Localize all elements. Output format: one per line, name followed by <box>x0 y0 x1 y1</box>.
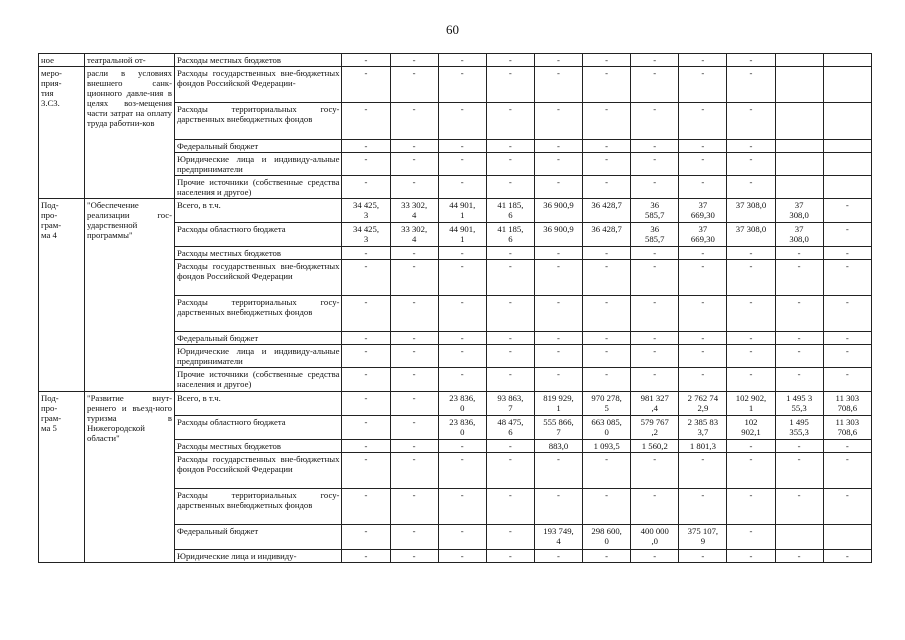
value-cell: - <box>583 296 631 332</box>
value-cell: - <box>727 440 775 453</box>
funding-source-cell: Расходы местных бюджетов <box>175 247 342 260</box>
funding-source-cell: Расходы областного бюджета <box>175 416 342 440</box>
section-code-cell: ное <box>39 54 85 67</box>
value-cell: - <box>390 67 438 103</box>
value-cell: - <box>823 247 871 260</box>
value-cell: - <box>583 103 631 140</box>
value-cell: - <box>823 453 871 489</box>
value-cell: - <box>534 332 582 345</box>
table-row <box>39 54 872 67</box>
value-cell: - <box>583 153 631 176</box>
value-cell: - <box>486 550 534 563</box>
value-cell: - <box>679 54 727 67</box>
value-cell: - <box>534 260 582 296</box>
value-cell: - <box>679 368 727 392</box>
funding-source-cell: Всего, в т.ч. <box>175 199 342 223</box>
value-cell: 1 495 355,3 <box>775 416 823 440</box>
value-cell: - <box>534 453 582 489</box>
value-cell: - <box>438 247 486 260</box>
value-cell: - <box>390 54 438 67</box>
value-cell: - <box>727 54 775 67</box>
value-cell: - <box>631 247 679 260</box>
value-cell: - <box>390 368 438 392</box>
value-cell: - <box>679 103 727 140</box>
value-cell: - <box>438 550 486 563</box>
value-cell: - <box>486 176 534 199</box>
value-cell: - <box>583 54 631 67</box>
value-cell: - <box>775 260 823 296</box>
value-cell: - <box>679 153 727 176</box>
value-cell <box>775 54 823 67</box>
value-cell: - <box>342 103 390 140</box>
value-cell <box>775 153 823 176</box>
value-cell: 41 185, 6 <box>486 199 534 223</box>
value-cell: - <box>631 345 679 368</box>
value-cell: - <box>486 67 534 103</box>
value-cell: - <box>583 550 631 563</box>
funding-source-cell: Юридические лица и индивиду- <box>175 550 342 563</box>
value-cell: - <box>823 223 871 247</box>
value-cell: - <box>342 176 390 199</box>
value-cell: 36 428,7 <box>583 223 631 247</box>
value-cell: 36 585,7 <box>631 199 679 223</box>
value-cell: - <box>390 525 438 550</box>
funding-source-cell: Расходы территориальных госу-дарственных внебюджетных фондов <box>175 489 342 525</box>
value-cell: - <box>583 67 631 103</box>
funding-source-cell: Юридические лица и индивиду-альные предприниматели <box>175 153 342 176</box>
value-cell: - <box>583 332 631 345</box>
value-cell: - <box>438 260 486 296</box>
value-cell: - <box>438 440 486 453</box>
value-cell: - <box>438 345 486 368</box>
funding-source-cell: Федеральный бюджет <box>175 525 342 550</box>
funding-source-cell: Расходы государственных вне-бюджетных фондов Российской Федерации <box>175 260 342 296</box>
value-cell: - <box>583 247 631 260</box>
value-cell: 579 767 ,2 <box>631 416 679 440</box>
value-cell: - <box>679 260 727 296</box>
value-cell: - <box>534 54 582 67</box>
value-cell: - <box>631 296 679 332</box>
value-cell: - <box>486 260 534 296</box>
funding-source-cell: Расходы местных бюджетов <box>175 54 342 67</box>
value-cell: - <box>583 368 631 392</box>
value-cell: - <box>775 296 823 332</box>
value-cell: 37 669,30 <box>679 199 727 223</box>
value-cell: - <box>486 140 534 153</box>
value-cell: - <box>486 153 534 176</box>
value-cell: 33 302, 4 <box>390 199 438 223</box>
value-cell: - <box>775 368 823 392</box>
value-cell: - <box>390 550 438 563</box>
value-cell: - <box>775 550 823 563</box>
value-cell: 2 385 83 3,7 <box>679 416 727 440</box>
value-cell: 1 560,2 <box>631 440 679 453</box>
value-cell: 37 669,30 <box>679 223 727 247</box>
value-cell: - <box>486 368 534 392</box>
value-cell: - <box>631 54 679 67</box>
value-cell: - <box>775 247 823 260</box>
value-cell: - <box>583 140 631 153</box>
value-cell: - <box>390 103 438 140</box>
page-number: 60 <box>446 22 459 37</box>
value-cell: 34 425, 3 <box>342 223 390 247</box>
value-cell: - <box>727 489 775 525</box>
value-cell: - <box>438 140 486 153</box>
value-cell: - <box>342 140 390 153</box>
value-cell: - <box>727 525 775 550</box>
funding-source-cell: Юридические лица и индивиду-альные предприниматели <box>175 345 342 368</box>
value-cell: - <box>438 453 486 489</box>
value-cell: - <box>727 247 775 260</box>
value-cell: - <box>534 103 582 140</box>
value-cell: - <box>679 550 727 563</box>
value-cell <box>823 54 871 67</box>
value-cell: - <box>775 345 823 368</box>
value-cell: - <box>583 176 631 199</box>
value-cell: - <box>823 489 871 525</box>
value-cell: 1 801,3 <box>679 440 727 453</box>
value-cell: - <box>631 67 679 103</box>
value-cell: - <box>679 67 727 103</box>
value-cell: - <box>679 332 727 345</box>
value-cell: 102 902,1 <box>727 416 775 440</box>
value-cell: - <box>823 260 871 296</box>
value-cell: - <box>390 489 438 525</box>
value-cell: - <box>342 440 390 453</box>
value-cell <box>823 140 871 153</box>
value-cell: - <box>342 368 390 392</box>
section-name-cell: "Развитие внут-реннего и въезд-ного туризма в Нижегородской области" <box>85 392 175 563</box>
value-cell: 37 308,0 <box>775 199 823 223</box>
value-cell: - <box>631 453 679 489</box>
value-cell: - <box>534 140 582 153</box>
value-cell: - <box>534 550 582 563</box>
value-cell: 883,0 <box>534 440 582 453</box>
table-row <box>39 392 872 416</box>
value-cell: - <box>631 550 679 563</box>
budget-table <box>38 53 872 563</box>
value-cell: - <box>727 296 775 332</box>
value-cell: - <box>390 140 438 153</box>
value-cell: - <box>438 525 486 550</box>
value-cell: 34 425, 3 <box>342 199 390 223</box>
value-cell: 555 866, 7 <box>534 416 582 440</box>
value-cell: 663 085, 0 <box>583 416 631 440</box>
value-cell: 1 093,5 <box>583 440 631 453</box>
value-cell: - <box>438 332 486 345</box>
value-cell <box>823 103 871 140</box>
value-cell: - <box>727 140 775 153</box>
value-cell: 36 585,7 <box>631 223 679 247</box>
value-cell: - <box>534 176 582 199</box>
value-cell: 36 428,7 <box>583 199 631 223</box>
funding-source-cell: Прочие источники (собственные средства населения и другое) <box>175 176 342 199</box>
value-cell: - <box>534 153 582 176</box>
value-cell: - <box>390 247 438 260</box>
value-cell: - <box>727 67 775 103</box>
value-cell: - <box>534 345 582 368</box>
value-cell: - <box>486 103 534 140</box>
value-cell: - <box>342 525 390 550</box>
value-cell: - <box>823 550 871 563</box>
value-cell: - <box>631 103 679 140</box>
value-cell: 93 863, 7 <box>486 392 534 416</box>
value-cell: - <box>727 368 775 392</box>
value-cell: 298 600, 0 <box>583 525 631 550</box>
value-cell: - <box>775 440 823 453</box>
value-cell: - <box>583 489 631 525</box>
value-cell: - <box>342 247 390 260</box>
value-cell <box>775 67 823 103</box>
value-cell: - <box>486 453 534 489</box>
value-cell: - <box>342 345 390 368</box>
value-cell: 23 836, 0 <box>438 392 486 416</box>
funding-source-cell: Федеральный бюджет <box>175 140 342 153</box>
section-name-cell: театральной от- <box>85 54 175 67</box>
value-cell: - <box>390 440 438 453</box>
value-cell <box>823 153 871 176</box>
value-cell: 981 327 ,4 <box>631 392 679 416</box>
value-cell: - <box>390 453 438 489</box>
value-cell: 11 303 708,6 <box>823 416 871 440</box>
value-cell: - <box>823 199 871 223</box>
value-cell: - <box>583 453 631 489</box>
value-cell: 970 278, 5 <box>583 392 631 416</box>
value-cell: - <box>631 153 679 176</box>
funding-source-cell: Всего, в т.ч. <box>175 392 342 416</box>
section-code-cell: Под- про- грам- ма 5 <box>39 392 85 563</box>
value-cell: - <box>486 345 534 368</box>
funding-source-cell: Расходы государственных вне-бюджетных фондов Российской Федерации- <box>175 67 342 103</box>
value-cell <box>775 176 823 199</box>
value-cell: - <box>342 392 390 416</box>
value-cell: - <box>775 453 823 489</box>
table-row <box>39 67 872 103</box>
value-cell: - <box>679 176 727 199</box>
value-cell: - <box>727 453 775 489</box>
value-cell: - <box>534 489 582 525</box>
funding-source-cell: Расходы территориальных госу-дарственных внебюджетных фондов <box>175 103 342 140</box>
value-cell <box>823 67 871 103</box>
value-cell: - <box>679 247 727 260</box>
funding-source-cell: Расходы местных бюджетов <box>175 440 342 453</box>
value-cell: - <box>390 153 438 176</box>
value-cell: 375 107, 9 <box>679 525 727 550</box>
value-cell: 44 901, 1 <box>438 199 486 223</box>
section-name-cell: "Обеспечение реализации гос-ударственной программы" <box>85 199 175 392</box>
value-cell: - <box>631 176 679 199</box>
value-cell: - <box>438 153 486 176</box>
value-cell: - <box>486 489 534 525</box>
value-cell: - <box>342 332 390 345</box>
value-cell <box>823 525 871 550</box>
value-cell: 48 475, 6 <box>486 416 534 440</box>
value-cell: - <box>631 260 679 296</box>
value-cell: - <box>823 332 871 345</box>
value-cell: 11 303 708,6 <box>823 392 871 416</box>
value-cell: - <box>438 296 486 332</box>
value-cell: 102 902, 1 <box>727 392 775 416</box>
value-cell: 36 900,9 <box>534 199 582 223</box>
value-cell: - <box>631 368 679 392</box>
value-cell: - <box>342 54 390 67</box>
value-cell: - <box>438 489 486 525</box>
value-cell: - <box>486 54 534 67</box>
value-cell: - <box>534 296 582 332</box>
value-cell: 37 308,0 <box>775 223 823 247</box>
value-cell: - <box>390 345 438 368</box>
funding-source-cell: Расходы государственных вне-бюджетных фондов Российской Федерации <box>175 453 342 489</box>
value-cell: - <box>486 525 534 550</box>
value-cell: - <box>727 332 775 345</box>
value-cell: - <box>727 260 775 296</box>
value-cell: - <box>438 54 486 67</box>
funding-source-cell: Расходы областного бюджета <box>175 223 342 247</box>
value-cell <box>775 103 823 140</box>
value-cell: - <box>823 345 871 368</box>
value-cell: 33 302, 4 <box>390 223 438 247</box>
table-row <box>39 199 872 223</box>
value-cell: - <box>679 140 727 153</box>
value-cell: - <box>631 332 679 345</box>
value-cell <box>775 140 823 153</box>
value-cell: - <box>342 67 390 103</box>
value-cell: - <box>390 392 438 416</box>
value-cell: - <box>679 489 727 525</box>
value-cell: 819 929, 1 <box>534 392 582 416</box>
value-cell: - <box>390 332 438 345</box>
value-cell: - <box>390 176 438 199</box>
value-cell: - <box>438 368 486 392</box>
value-cell: - <box>727 550 775 563</box>
value-cell: 37 308,0 <box>727 199 775 223</box>
value-cell: - <box>727 103 775 140</box>
value-cell: - <box>486 247 534 260</box>
section-code-cell: Под- про- грам- ма 4 <box>39 199 85 392</box>
value-cell <box>823 176 871 199</box>
value-cell: - <box>390 416 438 440</box>
value-cell: 193 749, 4 <box>534 525 582 550</box>
value-cell: - <box>631 489 679 525</box>
value-cell: - <box>727 345 775 368</box>
value-cell: - <box>534 247 582 260</box>
value-cell: 36 900,9 <box>534 223 582 247</box>
value-cell: - <box>823 296 871 332</box>
section-code-cell: меро- прия- тия 3.С3. <box>39 67 85 199</box>
value-cell: - <box>486 332 534 345</box>
value-cell: - <box>775 489 823 525</box>
value-cell: 44 901, 1 <box>438 223 486 247</box>
value-cell: - <box>534 368 582 392</box>
value-cell: - <box>775 332 823 345</box>
funding-source-cell: Федеральный бюджет <box>175 332 342 345</box>
value-cell: - <box>342 153 390 176</box>
funding-source-cell: Расходы территориальных госу-дарственных внебюджетных фондов <box>175 296 342 332</box>
value-cell: - <box>342 260 390 296</box>
value-cell: - <box>486 296 534 332</box>
value-cell: - <box>631 140 679 153</box>
value-cell: - <box>342 416 390 440</box>
value-cell: - <box>679 345 727 368</box>
funding-source-cell: Прочие источники (собственные средства населения и другое) <box>175 368 342 392</box>
value-cell: - <box>438 176 486 199</box>
value-cell: 41 185, 6 <box>486 223 534 247</box>
value-cell: - <box>390 260 438 296</box>
value-cell: - <box>727 153 775 176</box>
value-cell: - <box>583 345 631 368</box>
value-cell: - <box>727 176 775 199</box>
value-cell: - <box>438 103 486 140</box>
value-cell: - <box>390 296 438 332</box>
value-cell: - <box>823 368 871 392</box>
value-cell: - <box>342 296 390 332</box>
value-cell: - <box>679 453 727 489</box>
value-cell: - <box>342 550 390 563</box>
value-cell: 37 308,0 <box>727 223 775 247</box>
value-cell: - <box>583 260 631 296</box>
value-cell: - <box>679 296 727 332</box>
value-cell: 1 495 3 55,3 <box>775 392 823 416</box>
value-cell: - <box>486 440 534 453</box>
value-cell: 400 000 ,0 <box>631 525 679 550</box>
value-cell: 2 762 74 2,9 <box>679 392 727 416</box>
value-cell: 23 836, 0 <box>438 416 486 440</box>
value-cell <box>775 525 823 550</box>
value-cell: - <box>534 67 582 103</box>
value-cell: - <box>823 440 871 453</box>
value-cell: - <box>438 67 486 103</box>
value-cell: - <box>342 453 390 489</box>
value-cell: - <box>342 489 390 525</box>
section-name-cell: расли в условиях внешнего санк-ционного давле-ния в целях воз-мещения части затрат на оплату труда работни-ков <box>85 67 175 199</box>
